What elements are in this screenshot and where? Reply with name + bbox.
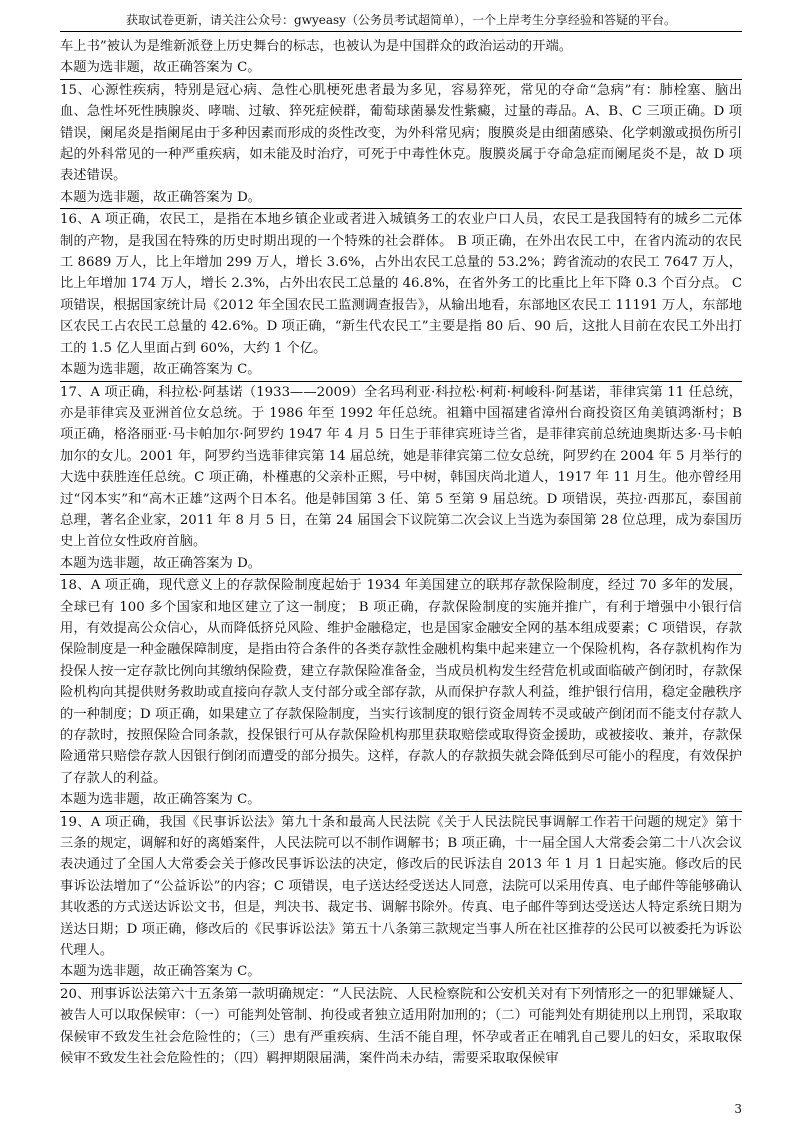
answer-line: 本题为选非题，故正确答案为 C。 (60, 961, 742, 983)
question-17-explanation: 17、A 项正确，科拉松·阿基诺（1933——2009）全名玛利亚·科拉松·柯莉·柯峻科·阿基诺，菲律宾第 11 任总统，亦是菲律宾及亚洲首位女总统。于 1986 年至 1992 年任总统。祖籍中国福建省漳州台商投资区角美镇鸿渐村；B 项正确，格洛丽亚·马卡帕加尔·阿罗约 1947 年 4 月 5 日生于菲律宾班诗兰省，是菲律宾前总统迪奥斯达多·马卡帕加尔的女儿。2001 年，阿罗约当选菲律宾第 14 届总统，她是菲律宾第二位女总统，阿罗约在 2004 年 5 月举行的大选中获胜连任总统。C 项正确，朴槿惠的父亲朴正熙，号中树，韩国庆尚北道人，1917 年 11 月生。他亦曾经用过“冈本实”和“高木正雄”这两个日本名。他是韩国第 3 任、第 5 至第 9 届总统。D 项错误，英拉·西那瓦，泰国前总理，著名企业家，2011 年 8 月 5 日，在第 24 届国会下议院第二次会议上当选为泰国第 28 位总理，成为泰国历史上首位女性政府首脑。 (60, 384, 742, 550)
answer-line: 本题为选非题，故正确答案为 D。 (60, 553, 742, 575)
answer-line: 本题为选非题，故正确答案为 C。 (60, 789, 742, 811)
answer-line: 本题为选非题，故正确答案为 D。 (60, 187, 742, 209)
page-header: 获取试卷更新，请关注公众号：gwyeasy（公务员考试超简单），一个上岸考生分享经验和答疑的平台。 (60, 12, 742, 32)
paragraph-continuation: 车上书”被认为是维新派登上历史舞台的标志，也被认为是中国群众的政治运动的开端。 (60, 39, 573, 54)
question-16-explanation: 16、A 项正确，农民工，是指在本地乡镇企业或者进入城镇务工的农业户口人员，农民工是我国特有的城乡二元体制的产物，是我国在特殊的历史时期出现的一个特殊的社会群体。 B 项正确，在外出农民工中，在省内流动的农民工 8689 万人，比上年增加 299 万人，增长 3.6%，占外出农民工总量的 53.2%；跨省流动的农民工 7647 万人，比上年增加 174 万人，增长 2.3%，占外出农民工总量的 46.8%，在省外务工的比重比上年下降 0.3 个百分点。 C 项错误，根据国家统计局《2012 年全国农民工监测调查报告》，从输出地看，东部地区农民工 11191 万人，东部地区农民工占农民工总量的 42.6%。D 项正确，“新生代农民工”主要是指 80 后、90 后，这批人目前在农民工外出打工的 1.5 亿人里面占到 60%，大约 1 个亿。 (60, 212, 742, 356)
question-15-explanation: 15、心源性疾病，特别是冠心病、急性心肌梗死患者最为多见，容易猝死，常见的夺命“急病”有：肺栓塞、脑出血、急性坏死性胰腺炎、哮喘、过敏、猝死症候群，葡萄球菌暴发性紫癜，过量的毒品。A、B、C 三项正确。D 项错误，阑尾炎是指阑尾由于多种因素而形成的炎性改变，为外科常见病；腹膜炎是由细菌感染、化学刺激或损伤所引起的外科常见的一种严重疾病，如未能及时治疗，可死于中毒性休克。腹膜炎属于夺命急症而阑尾炎不是，故 D 项表述错误。 (60, 82, 742, 184)
question-19-explanation: 19、A 项正确，我国《民事诉讼法》第九十条和最高人民法院《关于人民法院民事调解工作若干问题的规定》第十三条的规定，调解和好的离婚案件，人民法院可以不制作调解书；B 项正确，十一届全国人大常委会第二十八次会议表决通过了全国人大常委会关于修改民事诉讼法的决定，修改后的民诉法自 2013 年 1 月 1 日起实施。修改后的民事诉讼法增加了“公益诉讼”的内容；C 项错误，电子送达经受送达人同意，法院可以采用传真、电子邮件等能够确认其收悉的方式送达诉讼文书，但是，判决书、裁定书、调解书除外。传真、电子邮件等到达受送达人特定系统日期为送达日期；D 项正确，修改后的《民事诉讼法》第五十八条第三款规定当事人所在社区推荐的公民可以被委托为诉讼代理人。 (60, 814, 742, 959)
answer-line: 本题为选非题，故正确答案为 C。 (60, 359, 742, 381)
document-body (60, 36, 742, 1070)
question-18-explanation: 18、A 项正确，现代意义上的存款保险制度起始于 1934 年美国建立的联邦存款保险制度，经过 70 多年的发展，全球已有 100 多个国家和地区建立了这一制度； B 项正确，存款保险制度的实施并推广，有利于增强中小银行信用，有效提高公众信心，从而降低挤兑风险、维护金融稳定，也是国家金融安全网的基本组成要素；C 项错误，存款保险制度是一种金融保障制度，是指由符合条件的各类存款性金融机构集中起来建立一个保险机构，各存款机构作为投保人按一定存款比例向其缴纳保险费，建立存款保险准备金，当成员机构发生经营危机或面临破产倒闭时，存款保险机构向其提供财务救助或直接向存款人支付部分或全部存款，从而保护存款人利益，维护银行信用，稳定金融秩序的一种制度；D 项正确，如果建立了存款保险制度，当实行该制度的银行资金周转不灵或破产倒闭而不能支付存款人的存款时，按照保险合同条款，投保银行可从存款保险机构那里获取赔偿或取得资金援助，或被接收、兼并，存款保险通常只赔偿存款人因银行倒闭而遭受的部分损失。这样，存款人的存款损失就会降低到尽可能小的程度，有效保护了存款人的利益。 (60, 578, 742, 786)
question-20-explanation: 20、刑事诉讼法第六十五条第一款明确规定：“人民法院、人民检察院和公安机关对有下列情形之一的犯罪嫌疑人、被告人可以取保候审：（一）可能判处管制、拘役或者独立适用附加刑的；（二）可能判处有期徒刑以上刑罚，采取取保候审不致发生社会危险性的；（三）患有严重疾病、生活不能自理，怀孕或者正在哺乳自己婴儿的妇女，采取取保候审不致发生社会危险性的；（四）羁押期限届满，案件尚未办结，需要采取取保候审 (60, 986, 742, 1067)
page-number: 3 (734, 1102, 742, 1116)
answer-line: 本题为选非题，故正确答案为 C。 (60, 57, 742, 79)
